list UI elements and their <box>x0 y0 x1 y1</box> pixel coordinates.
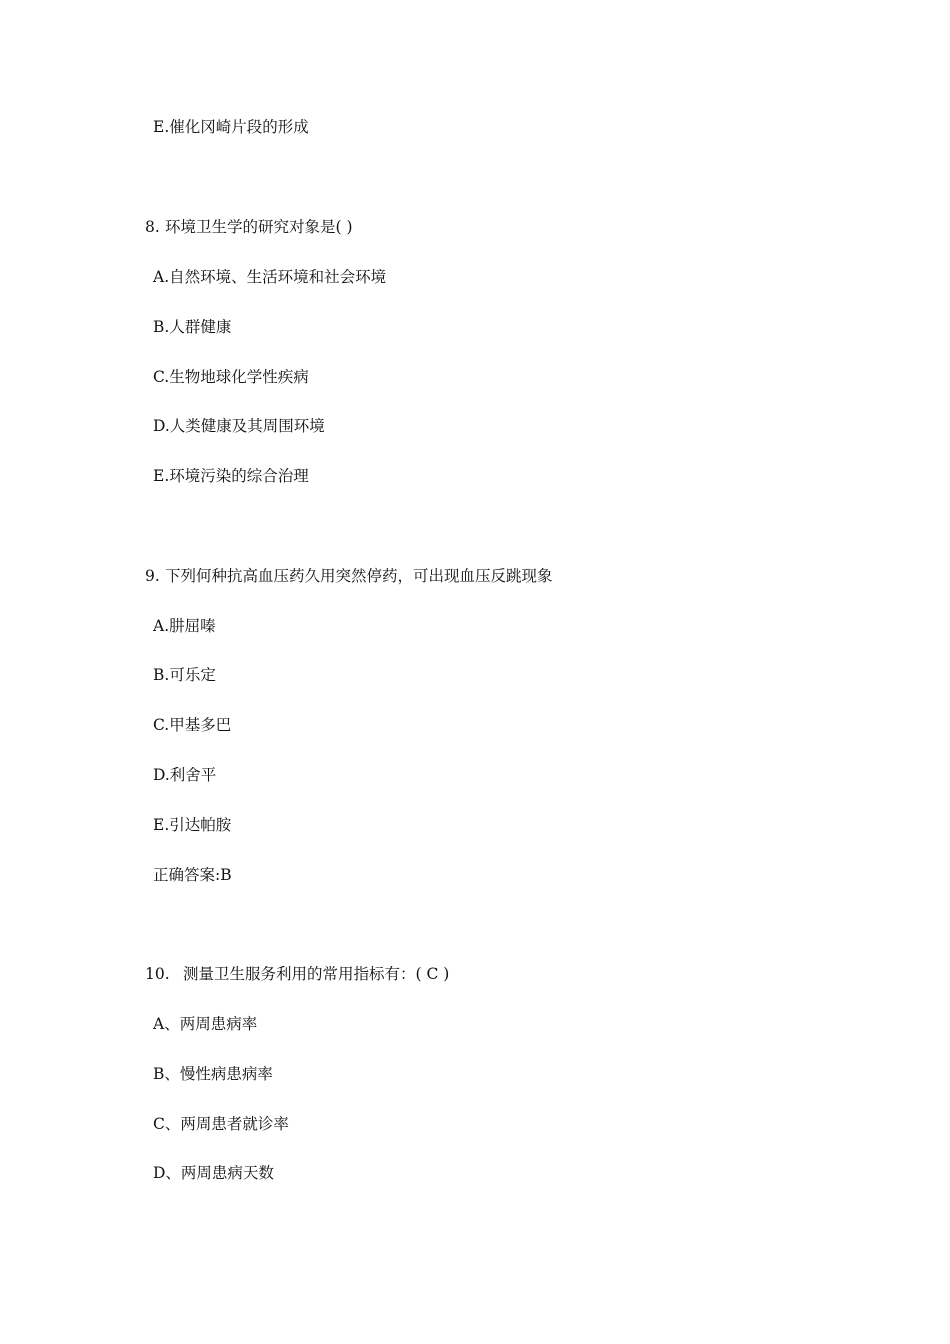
question-8 <box>145 217 353 237</box>
q9-answer: 正确答案:B <box>153 866 232 884</box>
q9-option-d: D.利舍平 <box>153 766 217 784</box>
q10-option-c: C、两周患者就诊率 <box>153 1115 289 1133</box>
question-number: 10. <box>145 965 170 983</box>
question-10 <box>145 964 449 984</box>
q10-option-b: B、慢性病患病率 <box>153 1065 273 1083</box>
q10-option-a: A、两周患病率 <box>153 1015 258 1033</box>
q8-option-b: B.人群健康 <box>153 318 232 336</box>
q9-option-c: C.甲基多巴 <box>153 716 232 734</box>
q8-option-d: D.人类健康及其周围环境 <box>153 417 325 435</box>
q8-option-a: A.自然环境、生活环境和社会环境 <box>153 268 387 286</box>
q9-option-b: B.可乐定 <box>153 666 216 684</box>
q8-option-e: E.环境污染的综合治理 <box>153 467 309 485</box>
question-9 <box>145 566 553 586</box>
question-number: 9. <box>145 567 160 585</box>
q9-option-e: E.引达帕胺 <box>153 816 232 834</box>
q8-option-c: C.生物地球化学性疾病 <box>153 368 309 386</box>
q7-option-e: E.催化冈崎片段的形成 <box>153 118 309 136</box>
q9-option-a: A.肼屈嗪 <box>153 617 216 635</box>
q10-option-d: D、两周患病天数 <box>153 1164 274 1182</box>
question-number: 8. <box>145 218 160 236</box>
question-text: 测量卫生服务利用的常用指标有：( C ) <box>183 965 450 983</box>
question-text: 下列何种抗高血压药久用突然停药，可出现血压反跳现象 <box>165 567 553 585</box>
question-text: 环境卫生学的研究对象是( ) <box>165 218 353 236</box>
